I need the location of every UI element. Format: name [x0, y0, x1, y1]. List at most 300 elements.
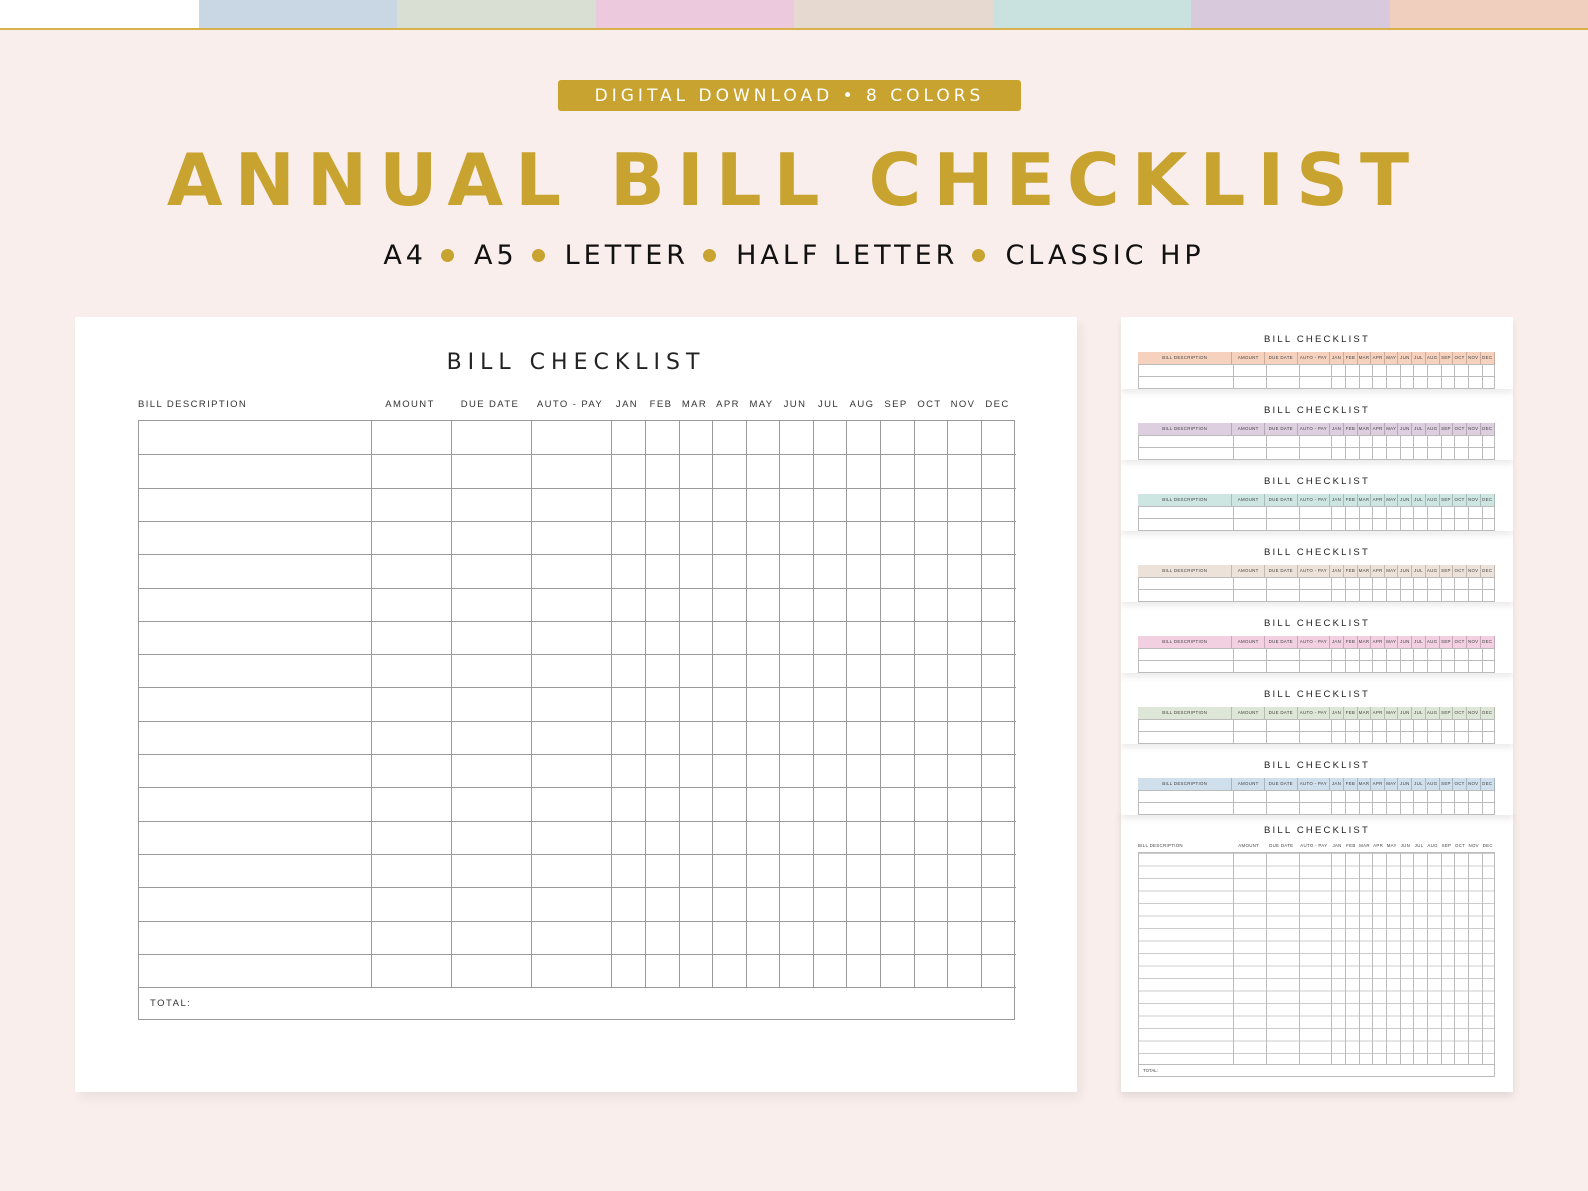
- mini-column-header: AUG: [1426, 778, 1440, 790]
- mini-column-header: SEP: [1440, 423, 1454, 435]
- mini-column-header: FEB: [1344, 423, 1358, 435]
- mini-column-header: AUTO - PAY: [1300, 843, 1328, 848]
- mini-grid-line: [1482, 790, 1483, 815]
- mini-grid-line: [1482, 364, 1483, 389]
- mini-grid-line: [1299, 648, 1300, 673]
- mini-column-header: SEP: [1441, 843, 1452, 848]
- mini-checklist-sheet: [1121, 743, 1513, 815]
- mini-column-header: OCT: [1453, 778, 1466, 790]
- mini-column-header: JUL: [1414, 843, 1424, 848]
- mini-column-header: JUN: [1398, 352, 1412, 364]
- mini-grid-line: [1299, 435, 1300, 460]
- mini-column-header: AUTO - PAY: [1298, 494, 1331, 506]
- mini-column-header: JUN: [1400, 843, 1411, 848]
- mini-checklist-sheet: [1121, 530, 1513, 602]
- grid-row-line: [139, 621, 1016, 622]
- mini-grid-line: [1372, 719, 1373, 744]
- grid-column-line: [371, 421, 372, 987]
- mini-column-header: AUG: [1426, 565, 1440, 577]
- mini-column-header: DUE DATE: [1265, 565, 1298, 577]
- grid-column-line: [611, 421, 612, 987]
- mini-grid-line: [1233, 853, 1234, 1064]
- mini-grid-line: [1345, 853, 1346, 1064]
- mini-grid-line: [1372, 790, 1373, 815]
- mini-grid-line: [1331, 577, 1332, 602]
- grid-column-line: [779, 421, 780, 987]
- mini-column-header: JUL: [1412, 352, 1425, 364]
- mini-column-header: JAN: [1330, 778, 1344, 790]
- mini-column-header: BILL DESCRIPTION: [1138, 707, 1232, 719]
- mini-grid: [1138, 364, 1495, 389]
- mini-column-header: JUN: [1398, 778, 1412, 790]
- mini-grid-line: [1359, 648, 1360, 673]
- color-swatch-6: [993, 0, 1192, 28]
- mini-grid-line: [1454, 364, 1455, 389]
- sheet-title: BILL CHECKLIST: [446, 350, 706, 375]
- grid-column-line: [645, 421, 646, 987]
- mini-grid-line: [1413, 648, 1414, 673]
- mini-column-header: FEB: [1346, 843, 1356, 848]
- mini-column-header: MAR: [1358, 778, 1371, 790]
- mini-sheet-title: BILL CHECKLIST: [1264, 334, 1370, 345]
- mini-grid-line: [1441, 719, 1442, 744]
- size-option: HALF LETTER: [736, 240, 959, 271]
- mini-column-header: DEC: [1481, 707, 1495, 719]
- mini-column-header: MAY: [1385, 565, 1398, 577]
- mini-grid-line: [1372, 648, 1373, 673]
- mini-grid-line: [1413, 506, 1414, 531]
- mini-grid-line: [1441, 435, 1442, 460]
- mini-grid-line: [1400, 853, 1401, 1064]
- column-header: SEP: [884, 399, 908, 410]
- mini-grid: [1138, 790, 1495, 815]
- mini-column-header: MAR: [1358, 565, 1371, 577]
- mini-grid-line: [1482, 506, 1483, 531]
- grid-column-line: [813, 421, 814, 987]
- mini-column-header: JAN: [1330, 707, 1344, 719]
- mini-column-header: MAY: [1385, 423, 1398, 435]
- mini-grid-line: [1468, 648, 1469, 673]
- mini-column-header: BILL DESCRIPTION: [1138, 352, 1232, 364]
- mini-checklist-sheet: [1121, 388, 1513, 460]
- color-swatch-7: [1191, 0, 1390, 28]
- mini-grid-line: [1427, 435, 1428, 460]
- mini-sheet-title: BILL CHECKLIST: [1264, 618, 1370, 629]
- mini-column-header: DEC: [1481, 636, 1495, 648]
- mini-grid-line: [1427, 364, 1428, 389]
- mini-column-header: OCT: [1454, 843, 1466, 848]
- mini-grid-line: [1468, 364, 1469, 389]
- mini-grid-line: [1427, 648, 1428, 673]
- grid-row-line: [139, 954, 1016, 955]
- mini-column-header: MAY: [1385, 707, 1398, 719]
- mini-column-header: OCT: [1453, 636, 1466, 648]
- mini-grid-line: [1386, 853, 1387, 1064]
- mini-grid-line: [1331, 719, 1332, 744]
- column-header: MAY: [749, 399, 774, 410]
- mini-grid-line: [1359, 364, 1360, 389]
- mini-grid-line: [1331, 648, 1332, 673]
- mini-grid-line: [1345, 506, 1346, 531]
- grid-row-line: [139, 521, 1016, 522]
- mini-column-header: FEB: [1344, 352, 1358, 364]
- mini-column-header: JUL: [1412, 778, 1425, 790]
- mini-grid-line: [1359, 435, 1360, 460]
- mini-column-header: DUE DATE: [1265, 707, 1298, 719]
- grid-row-line: [139, 921, 1016, 922]
- mini-grid-line: [1345, 435, 1346, 460]
- mini-column-header: APR: [1371, 565, 1385, 577]
- mini-column-header: JAN: [1330, 423, 1344, 435]
- mini-grid-line: [1400, 577, 1401, 602]
- mini-sheet-title: BILL CHECKLIST: [1264, 689, 1370, 700]
- color-swatch-2: [199, 0, 398, 28]
- mini-column-header: AUG: [1427, 843, 1438, 848]
- mini-grid-line: [1468, 853, 1469, 1064]
- mini-grid-line: [1427, 506, 1428, 531]
- mini-column-header: MAR: [1359, 843, 1370, 848]
- mini-column-header: FEB: [1344, 565, 1358, 577]
- mini-column-header: AMOUNT: [1232, 352, 1265, 364]
- mini-sheet-title: BILL CHECKLIST: [1264, 476, 1370, 487]
- grid-row-line: [139, 687, 1016, 688]
- mini-column-header: JUN: [1398, 565, 1412, 577]
- mini-column-header: APR: [1371, 636, 1385, 648]
- mini-grid: [1138, 648, 1495, 673]
- mini-grid-line: [1400, 364, 1401, 389]
- mini-grid-line: [1400, 719, 1401, 744]
- mini-grid-line: [1266, 648, 1267, 673]
- mini-column-header: SEP: [1440, 636, 1454, 648]
- mini-grid-line: [1413, 577, 1414, 602]
- grid-row-line: [139, 787, 1016, 788]
- mini-grid-line: [1427, 577, 1428, 602]
- mini-column-header: JUL: [1412, 494, 1425, 506]
- mini-column-header: AMOUNT: [1232, 778, 1265, 790]
- mini-column-header: OCT: [1453, 565, 1466, 577]
- mini-grid-line: [1441, 648, 1442, 673]
- mini-grid-line: [1266, 435, 1267, 460]
- mini-column-header: AUTO - PAY: [1298, 352, 1331, 364]
- mini-grid-line: [1400, 506, 1401, 531]
- mini-column-header: JUN: [1398, 707, 1412, 719]
- mini-column-header: MAY: [1385, 778, 1398, 790]
- mini-column-header: BILL DESCRIPTION: [1138, 494, 1232, 506]
- grid-column-line: [880, 421, 881, 987]
- mini-grid-line: [1233, 435, 1234, 460]
- mini-header-band: [1138, 636, 1495, 648]
- mini-grid-line: [1386, 506, 1387, 531]
- mini-column-header: NOV: [1467, 565, 1481, 577]
- mini-grid-line: [1482, 648, 1483, 673]
- mini-column-header: OCT: [1453, 707, 1466, 719]
- mini-grid-line: [1299, 853, 1300, 1064]
- grid-row-line: [139, 454, 1016, 455]
- mini-grid-line: [1233, 506, 1234, 531]
- mini-column-header: JUN: [1398, 494, 1412, 506]
- mini-column-header: AUG: [1426, 352, 1440, 364]
- mini-column-header: JAN: [1330, 636, 1344, 648]
- checklist-grid: [138, 420, 1015, 1020]
- mini-column-header: FEB: [1344, 778, 1358, 790]
- mini-column-header: FEB: [1344, 636, 1358, 648]
- mini-grid-line: [1386, 435, 1387, 460]
- mini-column-header: AMOUNT: [1232, 636, 1265, 648]
- mini-grid-line: [1386, 790, 1387, 815]
- column-header: DEC: [985, 399, 1010, 410]
- grid-column-line: [746, 421, 747, 987]
- mini-grid-line: [1266, 364, 1267, 389]
- size-option: A5: [473, 240, 518, 271]
- column-headers: [138, 399, 1015, 415]
- mini-column-header: AMOUNT: [1238, 843, 1260, 848]
- mini-column-header: MAY: [1385, 636, 1398, 648]
- mini-column-headers: [1138, 843, 1495, 851]
- mini-grid-line: [1372, 577, 1373, 602]
- mini-column-header: APR: [1371, 778, 1385, 790]
- mini-grid-line: [1413, 853, 1414, 1064]
- color-swatch-4: [596, 0, 795, 28]
- mini-column-header: DUE DATE: [1265, 778, 1298, 790]
- mini-column-header: SEP: [1440, 494, 1454, 506]
- grid-row-line: [139, 887, 1016, 888]
- mini-grid-line: [1266, 577, 1267, 602]
- mini-grid-line: [1454, 719, 1455, 744]
- mini-grid-line: [1299, 364, 1300, 389]
- mini-column-header: JUL: [1412, 636, 1425, 648]
- mini-checklist-sheet-full: [1121, 810, 1513, 1092]
- mini-column-header: AUG: [1426, 636, 1440, 648]
- mini-grid-line: [1468, 435, 1469, 460]
- bullet-dot-icon: [703, 249, 716, 262]
- mini-grid-line: [1266, 790, 1267, 815]
- mini-column-header: SEP: [1440, 352, 1454, 364]
- mini-column-header: APR: [1371, 423, 1385, 435]
- mini-grid: [1138, 577, 1495, 602]
- mini-column-header: BILL DESCRIPTION: [1138, 423, 1232, 435]
- column-header: AUTO - PAY: [536, 399, 604, 410]
- column-header: FEB: [649, 399, 673, 410]
- grid-column-line: [451, 421, 452, 987]
- mini-column-header: MAY: [1386, 843, 1397, 848]
- mini-column-header: BILL DESCRIPTION: [1138, 565, 1232, 577]
- mini-column-header: JAN: [1330, 352, 1344, 364]
- mini-header-band: [1138, 778, 1495, 790]
- mini-column-header: MAR: [1358, 494, 1371, 506]
- mini-column-header: AMOUNT: [1232, 494, 1265, 506]
- mini-grid-line: [1233, 648, 1234, 673]
- column-header: AMOUNT: [385, 399, 435, 410]
- mini-column-header: DEC: [1481, 423, 1495, 435]
- mini-column-header: JUL: [1412, 565, 1425, 577]
- column-header: APR: [716, 399, 740, 410]
- color-swatch-strip: [0, 0, 1588, 30]
- mini-column-header: AUTO - PAY: [1298, 707, 1331, 719]
- mini-grid-line: [1468, 790, 1469, 815]
- mini-column-header: JUN: [1398, 423, 1412, 435]
- mini-header-band: [1138, 423, 1495, 435]
- mini-column-header: DEC: [1481, 778, 1495, 790]
- mini-column-header: APR: [1371, 707, 1385, 719]
- mini-grid-line: [1359, 790, 1360, 815]
- mini-grid: [1138, 435, 1495, 460]
- mini-column-header: DUE DATE: [1265, 494, 1298, 506]
- mini-column-header: BILL DESCRIPTION: [1138, 636, 1232, 648]
- grid-row-line: [139, 754, 1016, 755]
- mini-header-band: [1138, 352, 1495, 364]
- mini-column-header: AUTO - PAY: [1298, 565, 1331, 577]
- mini-sheet-title: BILL CHECKLIST: [1264, 760, 1370, 771]
- mini-column-header: NOV: [1467, 778, 1481, 790]
- mini-column-header: MAR: [1358, 636, 1371, 648]
- grid-column-line: [846, 421, 847, 987]
- mini-column-header: NOV: [1468, 843, 1479, 848]
- mini-grid-line: [1233, 577, 1234, 602]
- mini-grid-line: [1386, 648, 1387, 673]
- mini-checklist-sheet: [1121, 459, 1513, 531]
- grid-row-line: [139, 821, 1016, 822]
- mini-column-header: DEC: [1481, 352, 1495, 364]
- mini-grid-line: [1386, 577, 1387, 602]
- mini-column-header: DUE DATE: [1269, 843, 1294, 848]
- mini-column-header: DEC: [1481, 565, 1495, 577]
- mini-grid-line: [1331, 506, 1332, 531]
- mini-grid-line: [1427, 790, 1428, 815]
- mini-grid-line: [1482, 577, 1483, 602]
- grid-row-line: [139, 987, 1016, 988]
- mini-grid-line: [1454, 435, 1455, 460]
- column-header: BILL DESCRIPTION: [138, 399, 248, 410]
- mini-header-band: [1138, 565, 1495, 577]
- grid-row-line: [139, 554, 1016, 555]
- column-header: MAR: [681, 399, 708, 410]
- column-header: DUE DATE: [460, 399, 520, 410]
- mini-column-header: MAY: [1385, 352, 1398, 364]
- size-option: CLASSIC HP: [1005, 240, 1205, 271]
- mini-column-header: SEP: [1440, 707, 1454, 719]
- mini-grid-line: [1299, 577, 1300, 602]
- column-header: OCT: [917, 399, 942, 410]
- column-header: JUN: [783, 399, 807, 410]
- mini-grid-line: [1400, 790, 1401, 815]
- mini-checklist-sheet: [1121, 317, 1513, 389]
- main-title: ANNUAL BILL CHECKLIST: [166, 138, 1422, 222]
- mini-grid-line: [1359, 577, 1360, 602]
- color-swatch-8: [1390, 0, 1588, 28]
- mini-grid-line: [1468, 577, 1469, 602]
- mini-grid-line: [1441, 506, 1442, 531]
- mini-column-header: DEC: [1482, 843, 1493, 848]
- size-option: LETTER: [564, 240, 690, 271]
- grid-column-line: [712, 421, 713, 987]
- mini-column-header: APR: [1371, 494, 1385, 506]
- mini-grid-line: [1441, 853, 1442, 1064]
- mini-grid-line: [1299, 790, 1300, 815]
- mini-grid: [1138, 852, 1495, 1065]
- mini-grid-line: [1482, 435, 1483, 460]
- mini-grid-line: [1413, 719, 1414, 744]
- mini-grid-line: [1345, 648, 1346, 673]
- mini-grid-line: [1454, 506, 1455, 531]
- mini-column-header: SEP: [1440, 778, 1454, 790]
- mini-grid-line: [1468, 506, 1469, 531]
- mini-grid-line: [1413, 790, 1414, 815]
- mini-column-header: MAY: [1385, 494, 1398, 506]
- mini-column-header: NOV: [1467, 352, 1481, 364]
- mini-grid-line: [1359, 506, 1360, 531]
- mini-grid: [1138, 506, 1495, 531]
- mini-grid-line: [1359, 853, 1360, 1064]
- color-swatch-3: [397, 0, 596, 28]
- mini-grid-line: [1345, 790, 1346, 815]
- mini-column-header: MAR: [1358, 423, 1371, 435]
- badge-digital-download: DIGITAL DOWNLOAD • 8 COLORS: [558, 80, 1021, 111]
- mini-header-band: [1138, 707, 1495, 719]
- mini-column-header: AUG: [1426, 707, 1440, 719]
- mini-column-header: APR: [1373, 843, 1384, 848]
- mini-column-header: AUTO - PAY: [1298, 423, 1331, 435]
- mini-grid-line: [1386, 719, 1387, 744]
- mini-column-header: JAN: [1330, 565, 1344, 577]
- grid-row-line: [139, 721, 1016, 722]
- grid-column-line: [947, 421, 948, 987]
- mini-grid-line: [1372, 506, 1373, 531]
- mini-grid-line: [1482, 853, 1483, 1064]
- mini-column-header: MAR: [1358, 352, 1371, 364]
- mini-grid-line: [1482, 719, 1483, 744]
- mini-column-header: JAN: [1330, 494, 1344, 506]
- mini-grid-line: [1413, 364, 1414, 389]
- column-header: JAN: [615, 399, 639, 410]
- mini-column-header: BILL DESCRIPTION: [1138, 843, 1183, 848]
- mini-column-header: AUTO - PAY: [1298, 636, 1331, 648]
- mini-grid-line: [1359, 719, 1360, 744]
- mini-grid-line: [1331, 364, 1332, 389]
- mini-grid: [1138, 719, 1495, 744]
- mini-column-header: FEB: [1344, 707, 1358, 719]
- mini-column-header: DUE DATE: [1265, 636, 1298, 648]
- mini-grid-line: [1468, 719, 1469, 744]
- mini-checklist-sheet: [1121, 672, 1513, 744]
- mini-grid-line: [1454, 648, 1455, 673]
- mini-grid-line: [1441, 364, 1442, 389]
- column-header: NOV: [950, 399, 976, 410]
- mini-grid-line: [1266, 719, 1267, 744]
- bullet-dot-icon: [441, 249, 454, 262]
- mini-header-band: [1138, 494, 1495, 506]
- color-swatch-5: [794, 0, 993, 28]
- mini-grid-line: [1413, 435, 1414, 460]
- mini-grid-line: [1372, 364, 1373, 389]
- total-label: TOTAL:: [150, 998, 192, 1009]
- mini-grid-line: [1454, 790, 1455, 815]
- mini-column-header: JAN: [1332, 843, 1342, 848]
- color-swatch-1: [0, 0, 199, 28]
- mini-column-header: SEP: [1440, 565, 1454, 577]
- grid-row-line: [139, 488, 1016, 489]
- mini-column-header: DUE DATE: [1265, 423, 1298, 435]
- mini-grid-line: [1345, 577, 1346, 602]
- mini-grid-line: [1345, 719, 1346, 744]
- mini-column-header: FEB: [1344, 494, 1358, 506]
- bill-checklist-sheet: [75, 317, 1077, 1092]
- mini-column-header: AUG: [1426, 494, 1440, 506]
- mini-grid-line: [1441, 790, 1442, 815]
- mini-grid-line: [1331, 853, 1332, 1064]
- mini-column-header: JUN: [1398, 636, 1412, 648]
- mini-checklist-sheet: [1121, 601, 1513, 673]
- grid-column-line: [981, 421, 982, 987]
